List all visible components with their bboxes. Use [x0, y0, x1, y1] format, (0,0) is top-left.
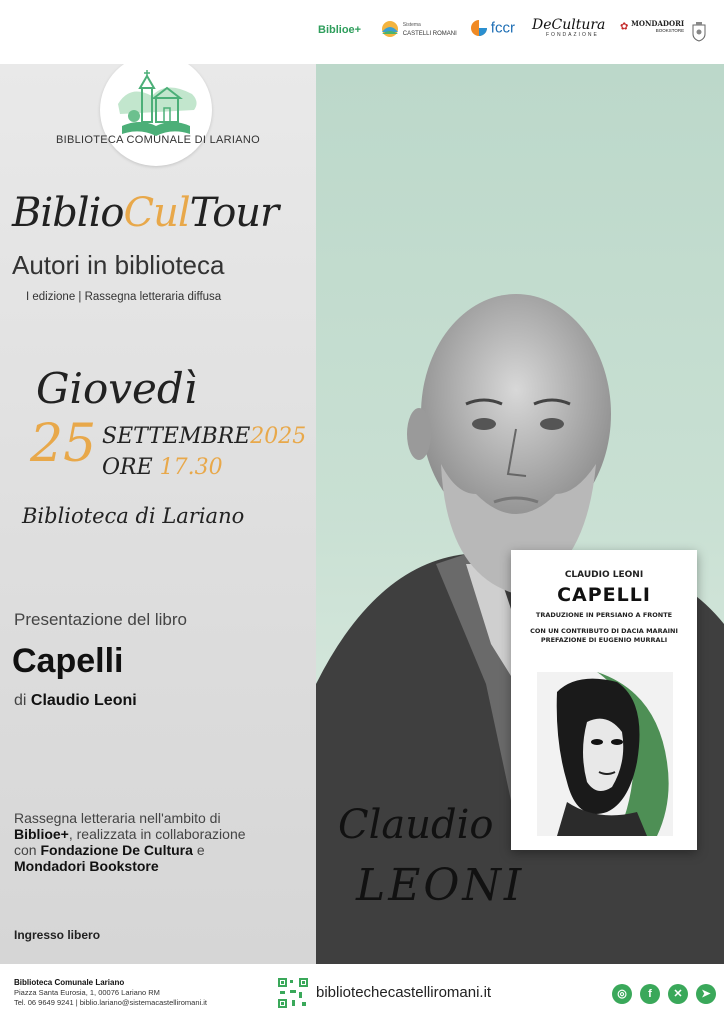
title-cul: Cul: [123, 190, 190, 236]
event-weekday: Giovedì: [36, 364, 198, 413]
month-label: SETTEMBRE: [102, 424, 251, 449]
event-place: Biblioteca di Lariano: [22, 504, 245, 528]
mondadori-logo: ✿ MONDADORI BOOKSTORE: [620, 19, 685, 33]
fccr-logo: fccr: [470, 19, 515, 37]
footer-contacts: [14, 978, 207, 1008]
event-day: 25: [30, 414, 97, 474]
cover-contrib-1: CON UN CONTRIBUTO DI DACIA MARAINI: [530, 627, 678, 635]
cover-subtitle: TRADUZIONE IN PERSIANO A FRONTE: [535, 611, 673, 619]
event-month: [102, 424, 306, 449]
header-bar: [0, 0, 724, 64]
fccr-icon: [470, 19, 488, 37]
cover-title: CAPELLI: [557, 584, 651, 606]
rassegna-mondadori: Mondadori Bookstore: [14, 858, 159, 874]
footer: [0, 964, 724, 1024]
instagram-icon[interactable]: ◎: [612, 984, 632, 1004]
footer-address: Piazza Santa Eurosia, 1, 00076 Lariano RM: [14, 988, 160, 997]
title-biblio: Biblio: [12, 190, 124, 236]
cover-contributors: [511, 627, 697, 645]
cover-illustration: [537, 672, 673, 836]
qr-code-icon[interactable]: [278, 978, 308, 1008]
signature-first-name: Claudio: [338, 802, 494, 848]
library-logo: [100, 64, 212, 166]
book-author: Claudio Leoni: [30, 692, 137, 709]
rassegna-e: e: [196, 842, 205, 858]
book-cover: [511, 550, 697, 850]
website-link[interactable]: bibliotechecastelliromani.it: [316, 984, 492, 1001]
comune-crest-icon: [692, 22, 706, 45]
biblioe-logo: Biblioe+: [318, 24, 362, 36]
year-label: 2025: [250, 424, 307, 449]
book-author-line: [14, 692, 137, 710]
mondadori-rose-icon: ✿: [620, 21, 629, 33]
footer-library-name: Biblioteca Comunale Lariano: [14, 978, 125, 987]
time-value: 17.30: [159, 455, 223, 480]
poster: [0, 64, 724, 964]
castelli-romani-icon: [380, 20, 400, 38]
rassegna-biblio: Biblioe+: [14, 826, 69, 842]
event-title: [12, 190, 278, 236]
footer-contacts-line: Tel. 06 9649 9241 | biblio.lariano@sistemacastelliromani.it: [14, 998, 207, 1007]
event-subtitle: Autori in biblioteca: [12, 250, 225, 280]
library-name: BIBLIOTECA COMUNALE DI LARIANO: [56, 134, 260, 146]
de-cultura-logo: DeCultura FONDAZIONE: [532, 17, 606, 38]
rassegna-fondazione: Fondazione De Cultura: [40, 842, 193, 858]
rassegna-text: [14, 810, 304, 874]
edition-info: I edizione | Rassegna letteraria diffusa: [26, 291, 222, 303]
presentation-label: Presentazione del libro: [14, 610, 187, 629]
cover-author: CLAUDIO LEONI: [564, 570, 644, 580]
rassegna-line1: Rassegna letteraria nell'ambito di: [14, 810, 221, 826]
event-time: [102, 455, 223, 480]
church-logo-icon: [100, 64, 212, 166]
rassegna-con: con: [14, 842, 37, 858]
telegram-icon[interactable]: ➤: [696, 984, 716, 1004]
partner-logos: [318, 18, 714, 48]
cover-contrib-2: PREFAZIONE DI EUGENIO MURRALI: [540, 636, 668, 644]
facebook-icon[interactable]: f: [640, 984, 660, 1004]
castelli-romani-logo: Sistema CASTELLI ROMANI: [380, 20, 457, 38]
rassegna-line2: , realizzata in collaborazione: [68, 826, 246, 842]
book-title: Capelli: [12, 642, 124, 680]
ingresso-libero: Ingresso libero: [14, 928, 101, 942]
signature-last-name: LEONI: [356, 860, 525, 911]
time-label: ORE: [102, 455, 153, 480]
by-label: di: [14, 692, 27, 709]
x-icon[interactable]: ✕: [668, 984, 688, 1004]
title-tour: Tour: [189, 190, 279, 236]
